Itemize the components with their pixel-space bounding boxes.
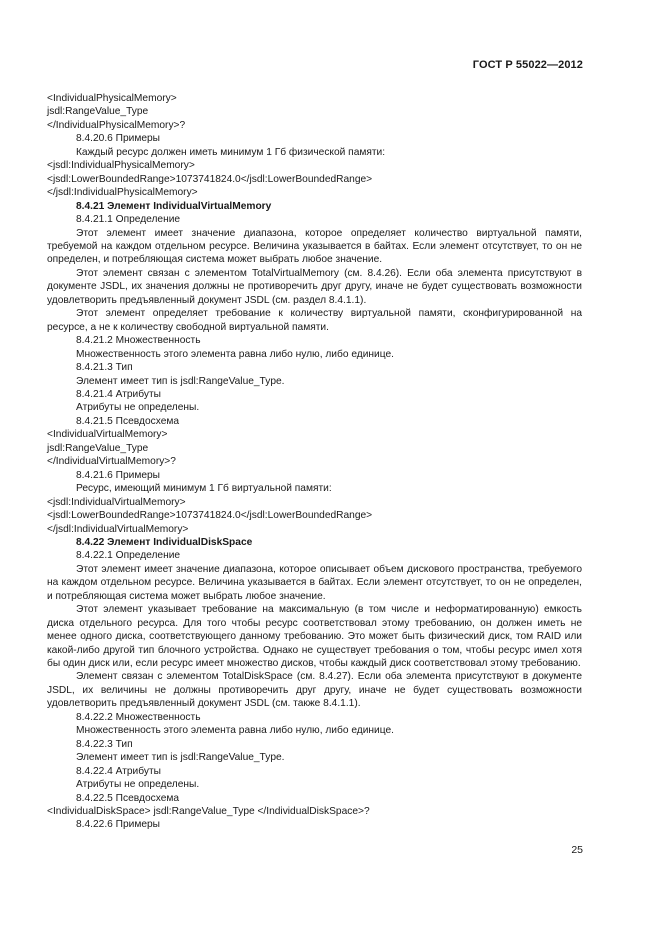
code-line: </jsdl:IndividualVirtualMemory> — [47, 523, 189, 535]
section-label: 8.4.21.3 Тип — [76, 362, 133, 374]
paragraph: Этот элемент имеет значение диапазона, которое описывает объем дискового пространства, требуемого на каждом отдельном ресурсе. Величина указывается в байтах. Если элемент отсутствует, то он не определен, и потребляющая система может выбрать любое значение. — [47, 563, 582, 602]
paragraph: Этот элемент указывает требование на максимальную (в том числе и неформатированную) емкость диска отдельного ресурса. Для того чтобы ресурс соответствовал этому требованию, он должен иметь не менее одного диска, соответствующего данному требованию. Это может быть физический диск, том RAID или какой-либо другой тип блочного устройства. Однако не существует требования о том, чтобы ресурс имел хотя бы один диск или, если ресурс имеет множество дисков, чтобы каждый диск соответствовал этому требованию. — [47, 604, 582, 670]
code-line: jsdl:RangeValue_Type — [47, 106, 149, 118]
section-label: 8.4.22.6 Примеры — [76, 819, 160, 831]
section-label: 8.4.21.5 Псевдосхема — [76, 415, 180, 427]
code-line: <IndividualDiskSpace> jsdl:RangeValue_Type </IndividualDiskSpace>? — [47, 806, 370, 818]
text-line: Каждый ресурс должен иметь минимум 1 Гб физической памяти: — [76, 146, 386, 158]
text-line: Множественность этого элемента равна либо нулю, либо единице. — [76, 348, 394, 360]
text-line: Атрибуты не определены. — [76, 779, 200, 791]
section-heading: 8.4.22 Элемент IndividualDiskSpace — [76, 536, 253, 548]
section-label: 8.4.22.2 Множественность — [76, 711, 201, 723]
code-line: <IndividualPhysicalMemory> — [47, 93, 177, 104]
paragraph: Этот элемент имеет значение диапазона, которое определяет количество виртуальной памяти, требуемой на каждом отдельном ресурсе. Величина указывается в байтах. Если элемент отсутствует, то он не определен, и потребляющая система может выбрать любое значение. — [47, 227, 582, 266]
section-label: 8.4.22.1 Определение — [76, 550, 181, 562]
code-line: </IndividualPhysicalMemory>? — [47, 119, 186, 131]
code-line: </IndividualVirtualMemory>? — [47, 456, 176, 468]
code-line: <jsdl:IndividualVirtualMemory> — [47, 496, 186, 508]
code-line: <jsdl:IndividualPhysicalMemory> — [47, 160, 195, 172]
section-label: 8.4.20.6 Примеры — [76, 133, 160, 145]
document-standard-header: ГОСТ Р 55022—2012 — [472, 59, 583, 71]
paragraph: Этот элемент определяет требование к количеству виртуальной памяти, сконфигурированной на ресурсе, а не к количеству свободной виртуальной памяти. — [47, 308, 582, 333]
code-line: </jsdl:IndividualPhysicalMemory> — [47, 187, 198, 199]
code-line: <jsdl:LowerBoundedRange>1073741824.0</jsdl:LowerBoundedRange> — [47, 173, 373, 185]
code-line: <jsdl:LowerBoundedRange>1073741824.0</jsdl:LowerBoundedRange> — [47, 510, 373, 522]
text-line: Ресурс, имеющий минимум 1 Гб виртуальной памяти: — [76, 483, 332, 495]
section-label: 8.4.21.6 Примеры — [76, 469, 160, 481]
section-label: 8.4.22.3 Тип — [76, 738, 133, 750]
page-body — [47, 92, 582, 832]
text-line: Элемент имеет тип is jsdl:RangeValue_Type. — [76, 375, 285, 387]
text-line: Множественность этого элемента равна либо нулю, либо единице. — [76, 725, 394, 737]
code-line: jsdl:RangeValue_Type — [47, 442, 149, 454]
text-line: Атрибуты не определены. — [76, 402, 200, 414]
section-label: 8.4.21.4 Атрибуты — [76, 388, 161, 400]
section-label: 8.4.21.2 Множественность — [76, 335, 201, 347]
section-label: 8.4.21.1 Определение — [76, 214, 181, 226]
section-label: 8.4.22.5 Псевдосхема — [76, 792, 180, 804]
page-number: 25 — [571, 844, 583, 856]
paragraph: Элемент связан с элементом TotalDiskSpace (см. 8.4.27). Если оба элемента присутствуют в документе JSDL, их величины не должны противоречить друг другу, иначе не будет существовать возможности удовлетворить предъявленный документ JSDL (см. также 8.4.1.1). — [47, 671, 582, 710]
section-heading: 8.4.21 Элемент IndividualVirtualMemory — [76, 200, 272, 212]
text-line: Элемент имеет тип is jsdl:RangeValue_Type. — [76, 752, 285, 764]
paragraph: Этот элемент связан с элементом TotalVirtualMemory (см. 8.4.26). Если оба элемента присутствуют в документе JSDL, их значения должны не противоречить друг другу, иначе не будет существовать возможности удовлетворить предъявленный документ JSDL (см. раздел 8.4.1.1). — [47, 267, 582, 306]
code-line: <IndividualVirtualMemory> — [47, 429, 168, 441]
section-label: 8.4.22.4 Атрибуты — [76, 765, 161, 777]
